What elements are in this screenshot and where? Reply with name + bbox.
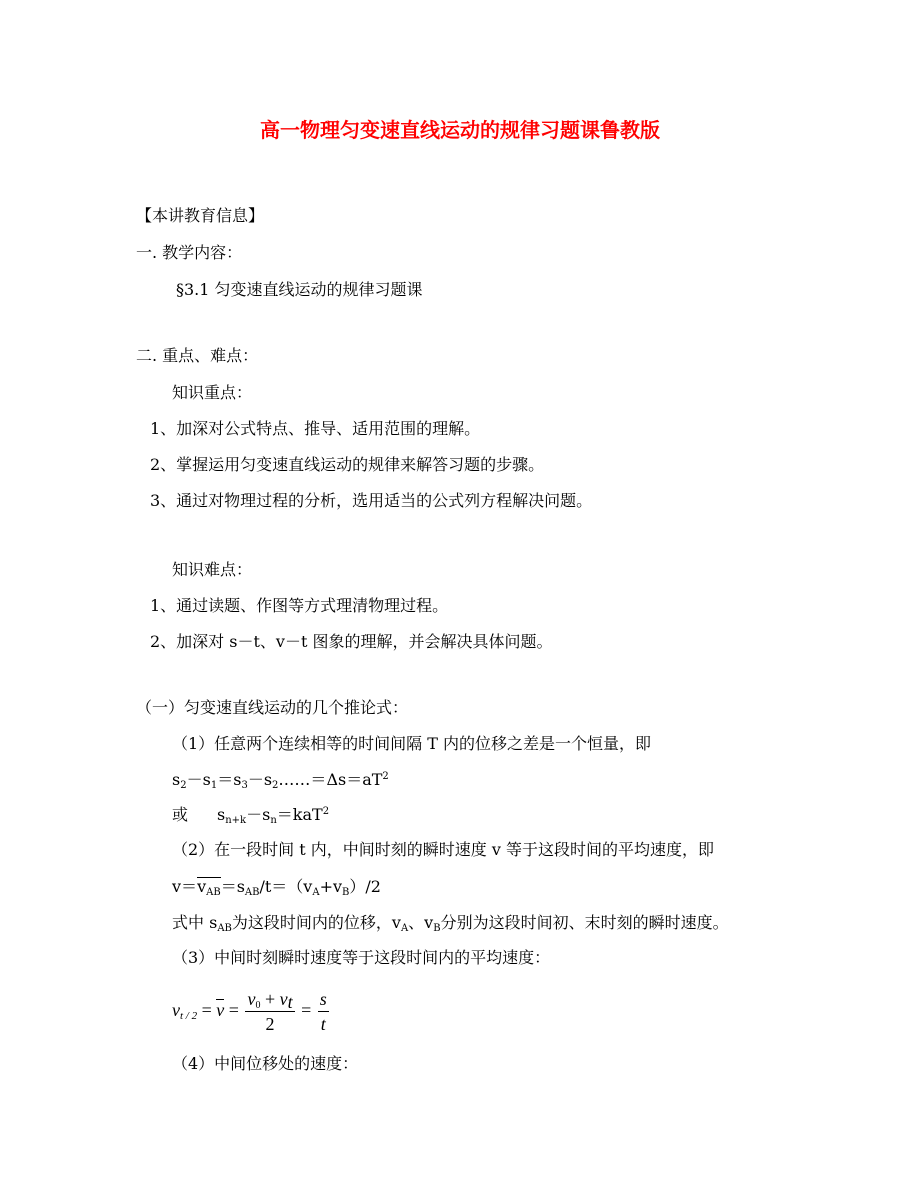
section-teaching-content-label: 一. 教学内容： (136, 243, 243, 262)
section-key-points-label: 二. 重点、难点： (136, 346, 259, 365)
key-item-3: 3、通过对物理过程的分析，选用适当的公式列方程解决问题。 (150, 491, 593, 510)
key-item-2: 2、掌握运用匀变速直线运动的规律来解答习题的步骤。 (150, 455, 545, 474)
corollary-4-text: （4）中间位移处的速度： (172, 1054, 359, 1073)
key-knowledge-label: 知识重点： (172, 383, 253, 402)
corollary-2-text: （2）在一段时间 t 内，中间时刻的瞬时速度 v 等于这段时间的平均速度，即 (172, 840, 714, 859)
fraction-s-over-t: $\frac{s}{t}$ (319, 989, 327, 1035)
key-item-1: 1、加深对公式特点、推导、适用范围的理解。 (150, 419, 481, 438)
corollary-1-text: （1）任意两个连续相等的时间间隔 T 内的位移之差是一个恒量，即 (172, 734, 652, 753)
corollary-3-text: （3）中间时刻瞬时速度等于这段时间内的平均速度： (172, 948, 551, 967)
or-label: 或 (172, 805, 189, 824)
formula-average-velocity: $v=v_{AB}=s_{AB}/t=(v_A+v_B)/2$ (172, 877, 381, 898)
v-bar-ab: $v_{AB}$ (197, 877, 221, 898)
formula-note: 式中 $s_{AB}$为这段时间内的位移，$v_A$、$v_B$分别为这段时间初、末时刻的瞬时速度。 (172, 913, 729, 934)
difficult-item-2: 2、加深对 s－t、v－t 图象的理解，并会解决具体问题。 (150, 632, 553, 651)
formula-displacement-difference-general: $s_{n+k}-s_n=kaT^2$ (217, 805, 330, 826)
difficult-knowledge-label: 知识难点： (172, 560, 253, 579)
formula-displacement-difference: $s_2-s_1=s_3-s_2\dots\dots=\Delta s=aT^2$ (172, 770, 389, 791)
formula-midtime-velocity: $v_{t / 2} = v$ = $\frac{v_0 + v_t}{2}$ = $\frac{s}{t}$ (172, 989, 327, 1035)
teaching-content-item: §3.1 匀变速直线运动的规律习题课 (176, 280, 423, 299)
difficult-item-1: 1、通过读题、作图等方式理清物理过程。 (150, 596, 449, 615)
fraction-v0-plus-vt-over-2: $\frac{v_0 + v_t}{2}$ (247, 989, 293, 1035)
corollaries-heading: （一）匀变速直线运动的几个推论式： (136, 698, 409, 717)
info-header: 【本讲教育信息】 (136, 206, 265, 225)
document-title: 高一物理匀变速直线运动的规律习题课鲁教版 (260, 118, 660, 142)
